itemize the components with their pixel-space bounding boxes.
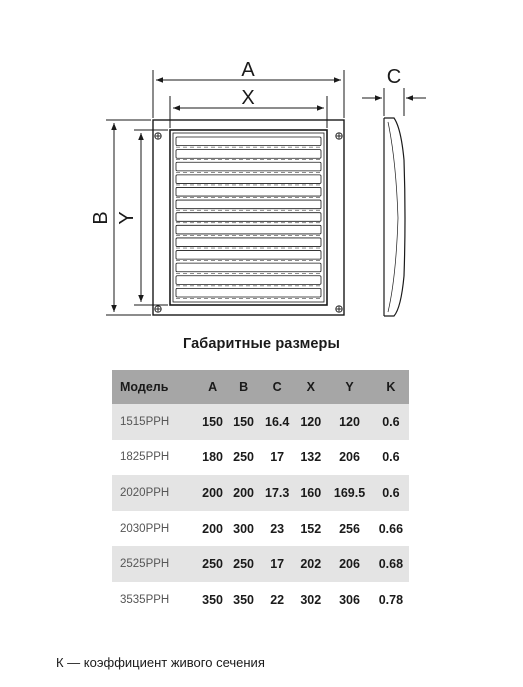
value-cell: 132 xyxy=(300,450,322,465)
value-cell: 306 xyxy=(339,592,360,607)
value-cell: 256 xyxy=(339,521,360,536)
section-title: Габаритные размеры xyxy=(183,336,340,352)
value-cell: 16.4 xyxy=(259,404,295,440)
value-cell: 17 xyxy=(270,450,285,465)
dimension-y xyxy=(134,130,168,305)
header-y: Y xyxy=(326,370,373,404)
value-cell: 0.78 xyxy=(378,592,404,607)
header-c: C xyxy=(259,370,295,404)
value-cell: 120 xyxy=(326,404,373,440)
value-cell: 160 xyxy=(295,475,326,511)
value-cell: 22 xyxy=(270,592,285,607)
header-b: B xyxy=(228,370,259,404)
value-cell: 350 xyxy=(233,592,254,607)
value-cell: 17 xyxy=(259,546,295,582)
table-header-row xyxy=(112,370,409,404)
louver-slat xyxy=(176,150,321,159)
dimension-b-label: B xyxy=(90,211,112,225)
value-cell: 0.6 xyxy=(373,475,409,511)
model-cell: 3535PPH xyxy=(120,593,170,606)
value-cell: 200 xyxy=(228,475,259,511)
table-row xyxy=(112,404,409,440)
value-cell: 23 xyxy=(270,521,285,536)
value-cell: 120 xyxy=(295,404,326,440)
model-cell: 1515PPH xyxy=(112,404,197,440)
footnote: К — коэффициент живого сечения xyxy=(56,655,265,670)
louver-slat xyxy=(176,213,321,222)
value-cell: 206 xyxy=(326,546,373,582)
model-cell: 1825PPH xyxy=(120,451,170,464)
value-cell: 169.5 xyxy=(326,475,373,511)
louver-slat xyxy=(176,162,321,171)
value-cell: 152 xyxy=(300,521,322,536)
value-cell: 302 xyxy=(300,592,322,607)
header-model: Модель xyxy=(112,370,197,404)
model-cell: 2030PPH xyxy=(120,522,170,535)
louver-slat xyxy=(176,276,321,285)
value-cell: 17.3 xyxy=(259,475,295,511)
header-x: X xyxy=(295,370,326,404)
value-cell: 300 xyxy=(233,521,254,536)
value-cell: 0.6 xyxy=(373,404,409,440)
grille-technical-drawing xyxy=(0,0,523,330)
louver-slat xyxy=(176,251,321,260)
louver-slat xyxy=(176,238,321,247)
value-cell: 150 xyxy=(228,404,259,440)
dimension-c xyxy=(362,88,426,116)
value-cell: 350 xyxy=(202,592,223,607)
header-a: A xyxy=(197,370,228,404)
value-cell: 250 xyxy=(233,450,254,465)
dimension-a-label: A xyxy=(241,59,255,81)
value-cell: 0.68 xyxy=(373,546,409,582)
value-cell: 0.6 xyxy=(382,450,400,465)
table-row xyxy=(112,582,409,618)
louver-slat xyxy=(176,288,321,297)
model-cell: 2525PPH xyxy=(112,546,197,582)
grille-front-view xyxy=(153,120,344,315)
dimension-x-label: X xyxy=(241,87,255,109)
louver-slat xyxy=(176,187,321,196)
louver-slat xyxy=(176,263,321,272)
value-cell: 202 xyxy=(295,546,326,582)
louver-slat xyxy=(176,225,321,234)
value-cell: 250 xyxy=(197,546,228,582)
grille-side-view xyxy=(384,118,405,316)
louver-slat xyxy=(176,175,321,184)
table-row xyxy=(112,511,409,547)
louver-slats xyxy=(176,137,321,299)
value-cell: 0.66 xyxy=(378,521,404,536)
value-cell: 206 xyxy=(339,450,360,465)
table-row xyxy=(112,546,409,582)
value-cell: 200 xyxy=(202,521,223,536)
dimension-y-label: Y xyxy=(116,211,138,225)
table-row xyxy=(112,440,409,476)
dimension-c-label: C xyxy=(386,66,402,88)
value-cell: 150 xyxy=(197,404,228,440)
dimensions-table xyxy=(112,370,409,618)
louver-slat xyxy=(176,200,321,209)
value-cell: 200 xyxy=(197,475,228,511)
value-cell: 250 xyxy=(228,546,259,582)
louver-slat xyxy=(176,137,321,146)
model-cell: 2020PPH xyxy=(112,475,197,511)
table-row xyxy=(112,475,409,511)
header-k: K xyxy=(373,370,409,404)
value-cell: 180 xyxy=(202,450,223,465)
